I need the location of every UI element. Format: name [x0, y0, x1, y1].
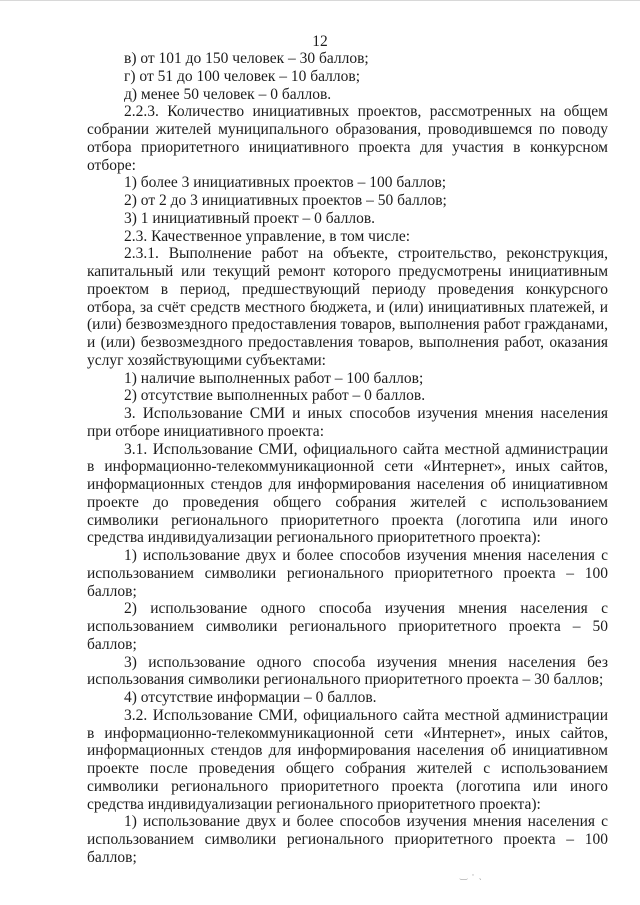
page-number: 12 — [312, 33, 328, 50]
list-item: 1) наличие выполненных работ – 100 баллов; — [124, 369, 424, 387]
paragraph: 2) использование одного способа изучения мнения населения с использованием символики регионального приоритетного проекта – 50 баллов; — [87, 600, 608, 653]
paragraph: 3.1. Использование СМИ, официального сайта местной администрации в информационно-телекоммуникационной сети «Интернет», иных сайтов, информационных стендов для информирования населения об инициативном проекте до проведения общего собрания жителей с использованием символики регионального приоритетного проекта (логотипа или иного средства индивидуализации регионального приоритетного проекта): — [87, 440, 608, 547]
scan-artifact: ‿ · ˎ — [460, 870, 483, 880]
list-item: 3) 1 инициативный проект – 0 баллов. — [124, 209, 376, 227]
list-item: 4) отсутствие информации – 0 баллов. — [124, 689, 377, 706]
paragraph: 2.2.3. Количество инициативных проектов, рассмотренных на общем собрании жителей муниципального образования, проводившемся по поводу отбора приоритетного инициативного проекта для участия в конкурсном отборе: — [87, 103, 608, 174]
scan-edge-top — [0, 0, 640, 1]
paragraph: 3) использование одного способа изучения мнения населения без использования символики регионального приоритетного проекта – 30 баллов; — [87, 653, 608, 689]
list-item: 2.3. Качественное управление, в том числе: — [124, 227, 411, 245]
list-item: д) менее 50 человек – 0 баллов. — [124, 85, 332, 103]
paragraph: 1) использование двух и более способов изучения мнения населения с использованием символики регионального приоритетного проекта – 100 баллов; — [87, 547, 608, 600]
paragraph: 3. Использование СМИ и иных способов изучения мнения населения при отборе инициативного проекта: — [87, 405, 608, 440]
paragraph: 1) использование двух и более способов изучения мнения населения с использованием символики регионального приоритетного проекта – 100 баллов; — [87, 813, 608, 866]
paragraph: 3.2. Использование СМИ, официального сайта местной администрации в информационно-телекоммуникационной сети «Интернет», иных сайтов, информационных стендов для информирования населения об инициативном проекте после проведения общего собрания жителей с использованием символики регионального приоритетного проекта (логотипа или иного средства индивидуализации регионального приоритетного проекта): — [87, 706, 608, 813]
list-item: в) от 101 до 150 человек – 30 баллов; — [124, 50, 369, 67]
paragraph: 2.3.1. Выполнение работ на объекте, строительство, реконструкция, капитальный или текущий ремонт которого предусмотрены инициативным проектом в период, предшествующий периоду проведения конкурсного отбора, за счёт средств местного бюджета, и (или) инициативных платежей, и (или) безвозмездного предоставления товаров, выполнения работ гражданами, и (или) безвозмездного предоставления товаров, выполнения работ, оказания услуг хозяйствующими субъектами: — [87, 245, 608, 369]
list-item: 2) от 2 до 3 инициативных проектов – 50 баллов; — [124, 192, 447, 209]
document-body — [87, 50, 608, 867]
list-item: г) от 51 до 100 человек – 10 баллов; — [124, 67, 361, 85]
list-item: 2) отсутствие выполненных работ – 0 баллов. — [124, 387, 426, 405]
list-item: 1) более 3 инициативных проектов – 100 баллов; — [124, 174, 447, 192]
